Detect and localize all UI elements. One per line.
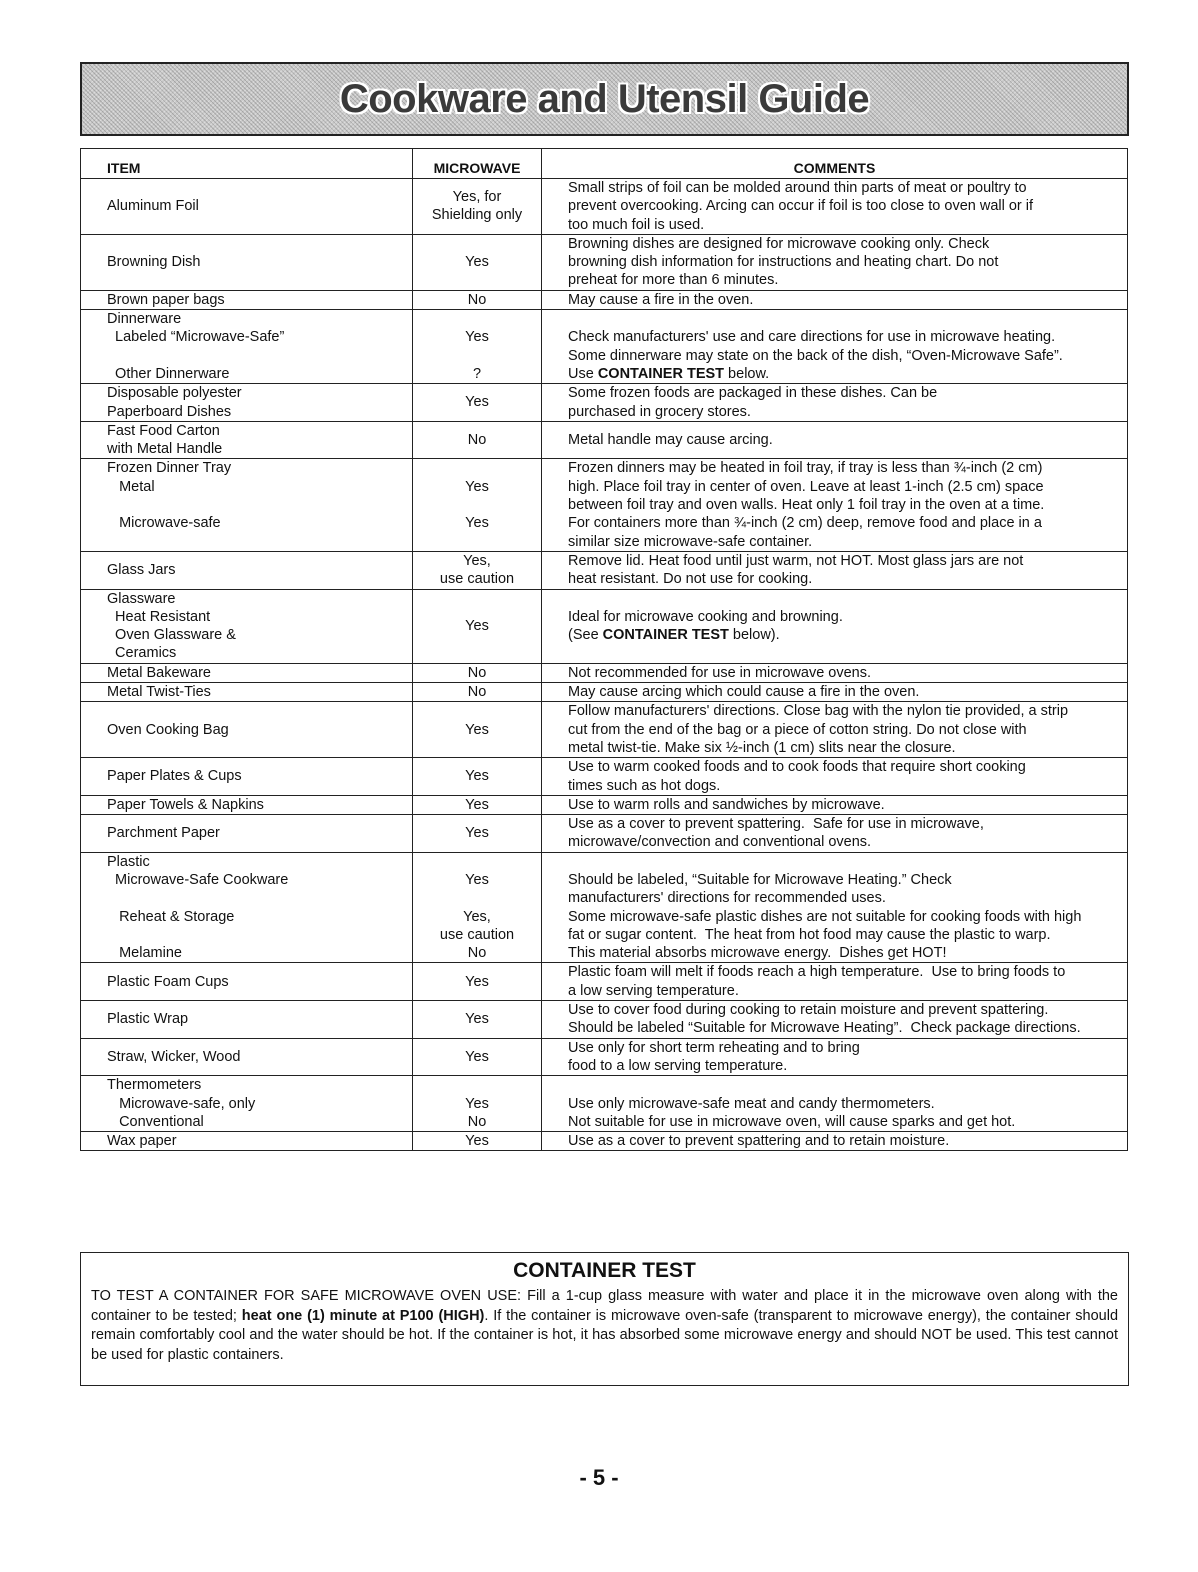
cell-line bbox=[107, 347, 412, 365]
microwave-cell bbox=[413, 234, 542, 290]
microwave-cell bbox=[413, 290, 542, 309]
cell-line bbox=[413, 459, 541, 477]
table-header-row bbox=[81, 149, 1128, 179]
comments-cell bbox=[542, 384, 1128, 422]
cell-line: Use as a cover to prevent spattering and to retain moisture. bbox=[568, 1133, 950, 1150]
cell-line: similar size microwave-safe container. bbox=[568, 533, 813, 550]
table-row bbox=[81, 384, 1128, 422]
header-comments: COMMENTS bbox=[542, 149, 1128, 179]
item-cell bbox=[81, 234, 413, 290]
item-cell bbox=[81, 1132, 413, 1151]
cell-line: Yes bbox=[465, 478, 489, 495]
cell-line: Yes bbox=[465, 329, 489, 346]
microwave-cell bbox=[413, 683, 542, 702]
cell-line: Yes bbox=[465, 1048, 489, 1065]
cell-line: Oven Glassware & bbox=[107, 627, 236, 644]
table-row bbox=[81, 758, 1128, 796]
microwave-cell bbox=[413, 421, 542, 459]
text-segment: below). bbox=[728, 627, 780, 644]
cell-line: No bbox=[467, 1113, 487, 1130]
comments-cell bbox=[542, 1038, 1128, 1076]
cell-line: Dinnerware bbox=[107, 311, 182, 328]
cell-line: Paperboard Dishes bbox=[107, 403, 232, 420]
item-cell bbox=[81, 290, 413, 309]
table-row bbox=[81, 852, 1128, 963]
cell-line: Yes bbox=[465, 617, 489, 634]
microwave-cell bbox=[413, 758, 542, 796]
page-number: - 5 - bbox=[579, 1465, 619, 1490]
cell-line: May cause a fire in the oven. bbox=[568, 291, 754, 308]
cell-line: purchased in grocery stores. bbox=[568, 403, 751, 420]
cell-line: Browning dishes are designed for microwave cooking only. Check bbox=[568, 235, 990, 252]
cell-line: Some dinnerware may state on the back of the dish, “Oven-Microwave Safe”. bbox=[568, 347, 1063, 364]
cell-line: too much foil is used. bbox=[568, 216, 705, 233]
cell-line: Thermometers bbox=[107, 1077, 202, 1094]
cell-line: manufacturers' directions for recommended uses. bbox=[568, 890, 886, 907]
cell-line: Heat Resistant bbox=[107, 608, 211, 625]
cell-line: Yes, bbox=[463, 552, 491, 569]
cell-line bbox=[568, 365, 1127, 383]
comments-cell bbox=[542, 683, 1128, 702]
comments-cell bbox=[542, 815, 1128, 853]
cell-line: Conventional bbox=[107, 1113, 204, 1130]
item-cell bbox=[81, 683, 413, 702]
item-cell bbox=[81, 589, 413, 663]
item-cell bbox=[81, 310, 413, 384]
microwave-cell bbox=[413, 795, 542, 814]
cell-line bbox=[413, 853, 541, 871]
table-row bbox=[81, 459, 1128, 551]
cell-line: Check manufacturers' use and care directions for use in microwave heating. bbox=[568, 329, 1056, 346]
comments-cell bbox=[542, 758, 1128, 796]
microwave-cell bbox=[413, 815, 542, 853]
cell-line: Frozen Dinner Tray bbox=[107, 460, 232, 477]
cell-line: high. Place foil tray in center of oven. Leave at least 1-inch (2.5 cm) space bbox=[568, 478, 1044, 495]
cell-line: Yes bbox=[465, 796, 489, 813]
comments-cell bbox=[542, 234, 1128, 290]
cell-line: Use only microwave-safe meat and candy thermometers. bbox=[568, 1095, 935, 1112]
table-row bbox=[81, 179, 1128, 235]
cell-line: Small strips of foil can be molded around thin parts of meat or poultry to bbox=[568, 180, 1027, 196]
table-row bbox=[81, 234, 1128, 290]
cell-line: Yes, bbox=[463, 908, 491, 925]
cell-line: Other Dinnerware bbox=[107, 365, 230, 382]
cell-line bbox=[413, 1076, 541, 1094]
cell-line: Some microwave-safe plastic dishes are not suitable for cooking foods with high bbox=[568, 908, 1082, 925]
cell-line: Should be labeled, “Suitable for Microwave Heating.” Check bbox=[568, 871, 952, 888]
cell-line bbox=[107, 496, 412, 514]
cell-line: Aluminum Foil bbox=[107, 198, 199, 215]
comments-cell bbox=[542, 179, 1128, 235]
cell-line: Ceramics bbox=[107, 645, 177, 662]
table-row bbox=[81, 290, 1128, 309]
cell-line bbox=[568, 1076, 1127, 1094]
cell-line: a low serving temperature. bbox=[568, 982, 739, 999]
cell-line: ? bbox=[472, 365, 482, 382]
container-test-box bbox=[80, 1252, 1129, 1386]
item-cell bbox=[81, 663, 413, 682]
item-cell bbox=[81, 1038, 413, 1076]
item-cell bbox=[81, 815, 413, 853]
cell-line: No bbox=[467, 664, 487, 681]
microwave-cell bbox=[413, 179, 542, 235]
item-cell bbox=[81, 702, 413, 758]
cell-line: Should be labeled “Suitable for Microwave Heating”. Check package directions. bbox=[568, 1020, 1081, 1037]
comments-cell bbox=[542, 1001, 1128, 1039]
cell-line: Ideal for microwave cooking and browning. bbox=[568, 608, 843, 625]
table-row bbox=[81, 683, 1128, 702]
table-row bbox=[81, 310, 1128, 384]
cell-line bbox=[107, 889, 412, 907]
page-title: Cookware and Utensil Guide bbox=[339, 76, 870, 121]
microwave-cell bbox=[413, 1132, 542, 1151]
comments-cell bbox=[542, 310, 1128, 384]
cell-line: Melamine bbox=[107, 945, 182, 962]
cell-line: Straw, Wicker, Wood bbox=[107, 1048, 241, 1065]
text-segment: . If the container is microwave oven-safe (transparent to microwave energy), the container should remain comfortably cool and the water should be hot. If the container is hot, it has absorbed some microwave energy and should NOT be used. This test cannot be used for plastic containers. bbox=[91, 1307, 1119, 1363]
microwave-cell bbox=[413, 551, 542, 589]
table-row bbox=[81, 551, 1128, 589]
cell-line: Glass Jars bbox=[107, 562, 176, 579]
table-row bbox=[81, 1132, 1128, 1151]
cell-line: prevent overcooking. Arcing can occur if foil is too close to oven wall or if bbox=[568, 198, 1034, 215]
microwave-cell bbox=[413, 1076, 542, 1132]
item-cell bbox=[81, 795, 413, 814]
cell-line: Yes bbox=[465, 1133, 489, 1150]
header-microwave: MICROWAVE bbox=[413, 149, 542, 179]
cell-line: Browning Dish bbox=[107, 254, 201, 271]
text-segment: TO TEST A CONTAINER FOR SAFE MICROWAVE OVEN USE: Fill a 1-cup glass measure with water and place it in the microwave oven along with the container to be tested; bbox=[91, 1288, 1118, 1324]
cell-line: Plastic Wrap bbox=[107, 1011, 189, 1028]
cell-line bbox=[413, 889, 541, 907]
cell-line: Plastic foam will melt if foods reach a high temperature. Use to bring foods to bbox=[568, 964, 1066, 981]
cell-line: Yes bbox=[465, 1011, 489, 1028]
table-row bbox=[81, 589, 1128, 663]
cell-line: browning dish information for instructions and heating chart. Do not bbox=[568, 254, 999, 271]
cell-line: Yes bbox=[465, 871, 489, 888]
cell-line: Use to warm rolls and sandwiches by microwave. bbox=[568, 796, 885, 813]
cell-line: fat or sugar content. The heat from hot food may cause the plastic to warp. bbox=[568, 926, 1051, 943]
cell-line bbox=[413, 310, 541, 328]
item-cell bbox=[81, 758, 413, 796]
text-segment: below. bbox=[724, 365, 770, 382]
microwave-cell bbox=[413, 459, 542, 551]
comments-cell bbox=[542, 795, 1128, 814]
cell-line: No bbox=[467, 291, 487, 308]
item-cell bbox=[81, 1001, 413, 1039]
cell-line: Metal bbox=[107, 478, 155, 495]
item-cell bbox=[81, 421, 413, 459]
comments-cell bbox=[542, 1132, 1128, 1151]
item-cell bbox=[81, 179, 413, 235]
cell-line: Some frozen foods are packaged in these dishes. Can be bbox=[568, 385, 938, 402]
cell-line bbox=[568, 626, 1127, 644]
microwave-cell bbox=[413, 852, 542, 963]
cell-line bbox=[413, 496, 541, 514]
text-segment: (See bbox=[568, 627, 603, 644]
cell-line bbox=[568, 310, 1127, 328]
cell-line: Wax paper bbox=[107, 1133, 177, 1150]
comments-cell bbox=[542, 702, 1128, 758]
table-row bbox=[81, 421, 1128, 459]
microwave-cell bbox=[413, 702, 542, 758]
table-row bbox=[81, 815, 1128, 853]
cell-line: Yes bbox=[465, 973, 489, 990]
cell-line: No bbox=[467, 432, 487, 448]
table-row bbox=[81, 702, 1128, 758]
cell-line bbox=[107, 533, 412, 551]
cell-line: Oven Cooking Bag bbox=[107, 721, 229, 738]
comments-cell bbox=[542, 290, 1128, 309]
comments-cell bbox=[542, 852, 1128, 963]
table-row bbox=[81, 1076, 1128, 1132]
cell-line: Shielding only bbox=[431, 207, 523, 224]
cell-line: Follow manufacturers' directions. Close bag with the nylon tie provided, a strip bbox=[568, 703, 1069, 720]
table-row bbox=[81, 1038, 1128, 1076]
microwave-cell bbox=[413, 589, 542, 663]
table-row bbox=[81, 663, 1128, 682]
comments-cell bbox=[542, 421, 1128, 459]
microwave-cell bbox=[413, 1001, 542, 1039]
bold-text: CONTAINER TEST bbox=[602, 627, 729, 644]
item-cell bbox=[81, 1076, 413, 1132]
comments-cell bbox=[542, 459, 1128, 551]
cell-line: Yes bbox=[465, 721, 489, 738]
comments-cell bbox=[542, 663, 1128, 682]
cell-line: with Metal Handle bbox=[107, 441, 223, 458]
cell-line: Yes bbox=[465, 1095, 489, 1112]
item-cell bbox=[81, 459, 413, 551]
container-test-title: CONTAINER TEST bbox=[513, 1259, 696, 1282]
item-cell bbox=[81, 963, 413, 1001]
item-cell bbox=[81, 551, 413, 589]
cell-line: metal twist-tie. Make six ½-inch (1 cm) slits near the closure. bbox=[568, 739, 956, 756]
cell-line: Plastic bbox=[107, 853, 150, 870]
title-banner bbox=[80, 62, 1129, 136]
cell-line: Not recommended for use in microwave ovens. bbox=[568, 664, 872, 681]
cell-line: Glassware bbox=[107, 590, 176, 607]
table-row bbox=[81, 963, 1128, 1001]
cookware-table bbox=[80, 148, 1128, 1151]
cell-line: Parchment Paper bbox=[107, 825, 220, 842]
comments-cell bbox=[542, 1076, 1128, 1132]
comments-cell bbox=[542, 551, 1128, 589]
cell-line: Labeled “Microwave-Safe” bbox=[107, 329, 285, 346]
cell-line: Metal Twist-Ties bbox=[107, 684, 211, 701]
cell-line: Use to warm cooked foods and to cook foods that require short cooking bbox=[568, 759, 1026, 776]
cell-line bbox=[107, 926, 412, 944]
comments-cell bbox=[542, 589, 1128, 663]
cell-line: Yes bbox=[465, 515, 489, 532]
header-item: ITEM bbox=[81, 149, 413, 179]
cell-line: Use only for short term reheating and to bring bbox=[568, 1039, 860, 1056]
cell-line bbox=[413, 347, 541, 365]
cell-line: May cause arcing which could cause a fire in the oven. bbox=[568, 684, 920, 701]
cell-line: Metal handle may cause arcing. bbox=[568, 432, 773, 448]
text-segment: Use bbox=[568, 365, 598, 382]
cell-line: cut from the end of the bag or a piece of cotton string. Do not close with bbox=[568, 721, 1027, 738]
cell-line: Fast Food Carton bbox=[107, 422, 220, 439]
cell-line: use caution bbox=[439, 571, 515, 588]
cell-line: preheat for more than 6 minutes. bbox=[568, 272, 779, 289]
cell-line: Paper Plates & Cups bbox=[107, 768, 242, 785]
cell-line: between foil tray and oven walls. Heat only 1 foil tray in the oven at a time. bbox=[568, 497, 1045, 514]
microwave-cell bbox=[413, 310, 542, 384]
cell-line: times such as hot dogs. bbox=[568, 777, 721, 794]
cell-line bbox=[568, 853, 1127, 871]
cell-line: No bbox=[467, 684, 487, 701]
container-test-text bbox=[91, 1287, 1118, 1365]
cell-line: Paper Towels & Napkins bbox=[107, 796, 264, 813]
cell-line: Reheat & Storage bbox=[107, 908, 235, 925]
cell-line: Use to cover food during cooking to retain moisture and prevent spattering. bbox=[568, 1002, 1049, 1019]
microwave-cell bbox=[413, 1038, 542, 1076]
table-row bbox=[81, 1001, 1128, 1039]
cell-line: Yes, for bbox=[452, 189, 502, 206]
cell-line: Plastic Foam Cups bbox=[107, 973, 229, 990]
microwave-cell bbox=[413, 384, 542, 422]
bold-text: heat one (1) minute at P100 (HIGH) bbox=[241, 1307, 485, 1324]
cell-line: Disposable polyester bbox=[107, 385, 242, 402]
cell-line: microwave/convection and conventional ovens. bbox=[568, 834, 872, 851]
cell-line: Yes bbox=[465, 825, 489, 842]
cell-line: Not suitable for use in microwave oven, will cause sparks and get hot. bbox=[568, 1113, 1016, 1130]
cell-line: food to a low serving temperature. bbox=[568, 1057, 788, 1074]
microwave-cell bbox=[413, 663, 542, 682]
cell-line: heat resistant. Do not use for cooking. bbox=[568, 571, 813, 588]
bold-text: CONTAINER TEST bbox=[597, 365, 725, 382]
cell-line: use caution bbox=[439, 926, 515, 943]
cell-line: No bbox=[467, 945, 487, 962]
cell-line: Remove lid. Heat food until just warm, not HOT. Most glass jars are not bbox=[568, 552, 1024, 569]
cell-line: Yes bbox=[465, 254, 489, 271]
item-cell bbox=[81, 852, 413, 963]
cell-line: Use as a cover to prevent spattering. Safe for use in microwave, bbox=[568, 816, 984, 833]
item-cell bbox=[81, 384, 413, 422]
cell-line: Yes bbox=[465, 768, 489, 785]
microwave-cell bbox=[413, 963, 542, 1001]
cell-line: Microwave-safe, only bbox=[107, 1095, 256, 1112]
cell-line bbox=[413, 533, 541, 551]
cell-line: Metal Bakeware bbox=[107, 664, 211, 681]
cell-line: For containers more than ¾-inch (2 cm) deep, remove food and place in a bbox=[568, 515, 1042, 532]
cell-line: Yes bbox=[465, 394, 489, 411]
table-row bbox=[81, 795, 1128, 814]
comments-cell bbox=[542, 963, 1128, 1001]
cell-line: This material absorbs microwave energy. Dishes get HOT! bbox=[568, 945, 947, 962]
cell-line: Microwave-safe bbox=[107, 515, 221, 532]
cell-line: Frozen dinners may be heated in foil tray, if tray is less than ¾-inch (2 cm) bbox=[568, 460, 1043, 477]
cell-line: Microwave-Safe Cookware bbox=[107, 871, 289, 888]
cell-line: Brown paper bags bbox=[107, 291, 225, 308]
